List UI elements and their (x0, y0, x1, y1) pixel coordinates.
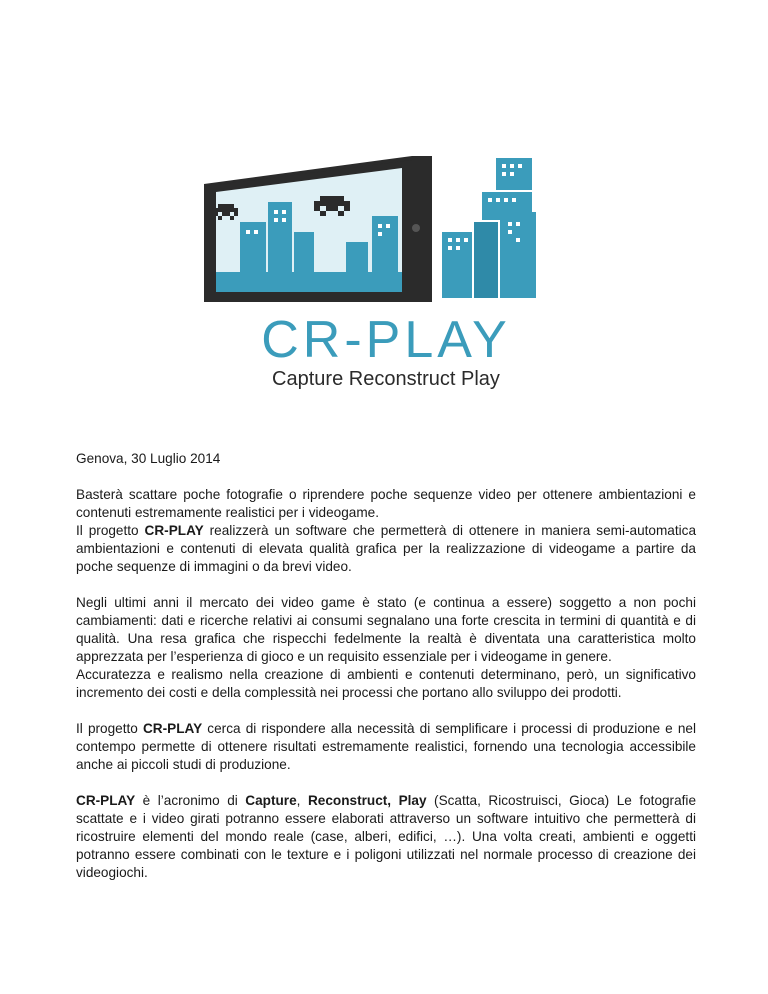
market-text: Negli ultimi anni il mercato dei video game è stato (e continua a essere) soggetto a non pochi cambiamenti: dati e ricerche relativi ai consumi segnalano una forte crescita in termini di quantità e di qualità. Una resa grafica che rispecchi fedelmente la realtà è diventata una caratteristica molto apprezzata per l’esperienza di gioco e un requisito essenziale per i videogame in genere. (76, 595, 696, 664)
project-name: CR-PLAY (142, 721, 203, 736)
project-name: CR-PLAY (76, 793, 136, 808)
paragraph-acronym: CR-PLAY è l’acronimo di Capture, Reconstruct, Play (Scatta, Ricostruisci, Gioca) Le fotografie scattate e i video girati potranno essere elaborati attraverso un software intuitivo che permetterà di ricostruire elementi del mondo reale (case, alberi, edifici, …). Una volta creati, ambienti e oggetti potranno essere combinati con le texture e i poligoni utilizzati nel normale processo di creazione dei videogiochi. (76, 793, 697, 880)
tablet-icon (204, 156, 432, 302)
logo-tagline: Capture Reconstruct Play (272, 368, 500, 390)
intro-project-sentence: Il progetto CR-PLAY realizzerà un software che permetterà di ottenere in maniera semi-automatica ambientazioni e contenuti di elevata qualità grafica per la realizzazione di videogame a partire da poche sequenze di immagini o da brevi video. (76, 523, 696, 574)
home-button-icon (412, 224, 420, 232)
paragraph-intro (76, 486, 696, 576)
logo-graphic (196, 152, 576, 392)
cr-play-logo (196, 152, 576, 392)
logo-wordmark: CR-PLAY (261, 311, 511, 369)
project-name: CR-PLAY (144, 523, 204, 538)
capture-term: Capture (245, 793, 297, 808)
paragraph-goal: Il progetto CR-PLAY cerca di rispondere alla necessità di semplificare i processi di produzione e nel contempo permette di ottenere risultati estremamente realistici, fornendo una tecnologia accessibile anche ai piccoli studi di produzione. (76, 721, 697, 772)
reconstruct-play-term: Reconstruct, Play (307, 793, 427, 808)
document-body (76, 450, 696, 900)
intro-sentence: Basterà scattare poche fotografie o riprendere poche sequenze video per ottenere ambientazioni e contenuti estremamente realistici per i videogame. (76, 487, 696, 520)
buildings-icon (442, 158, 536, 298)
paragraph-market (76, 594, 696, 702)
date-line: Genova, 30 Luglio 2014 (76, 451, 221, 466)
costs-text: Accuratezza e realismo nella creazione di ambienti e contenuti determinano, però, un significativo incremento dei costi e della complessità nei processi che portano allo sviluppo dei prodotti. (76, 667, 696, 700)
